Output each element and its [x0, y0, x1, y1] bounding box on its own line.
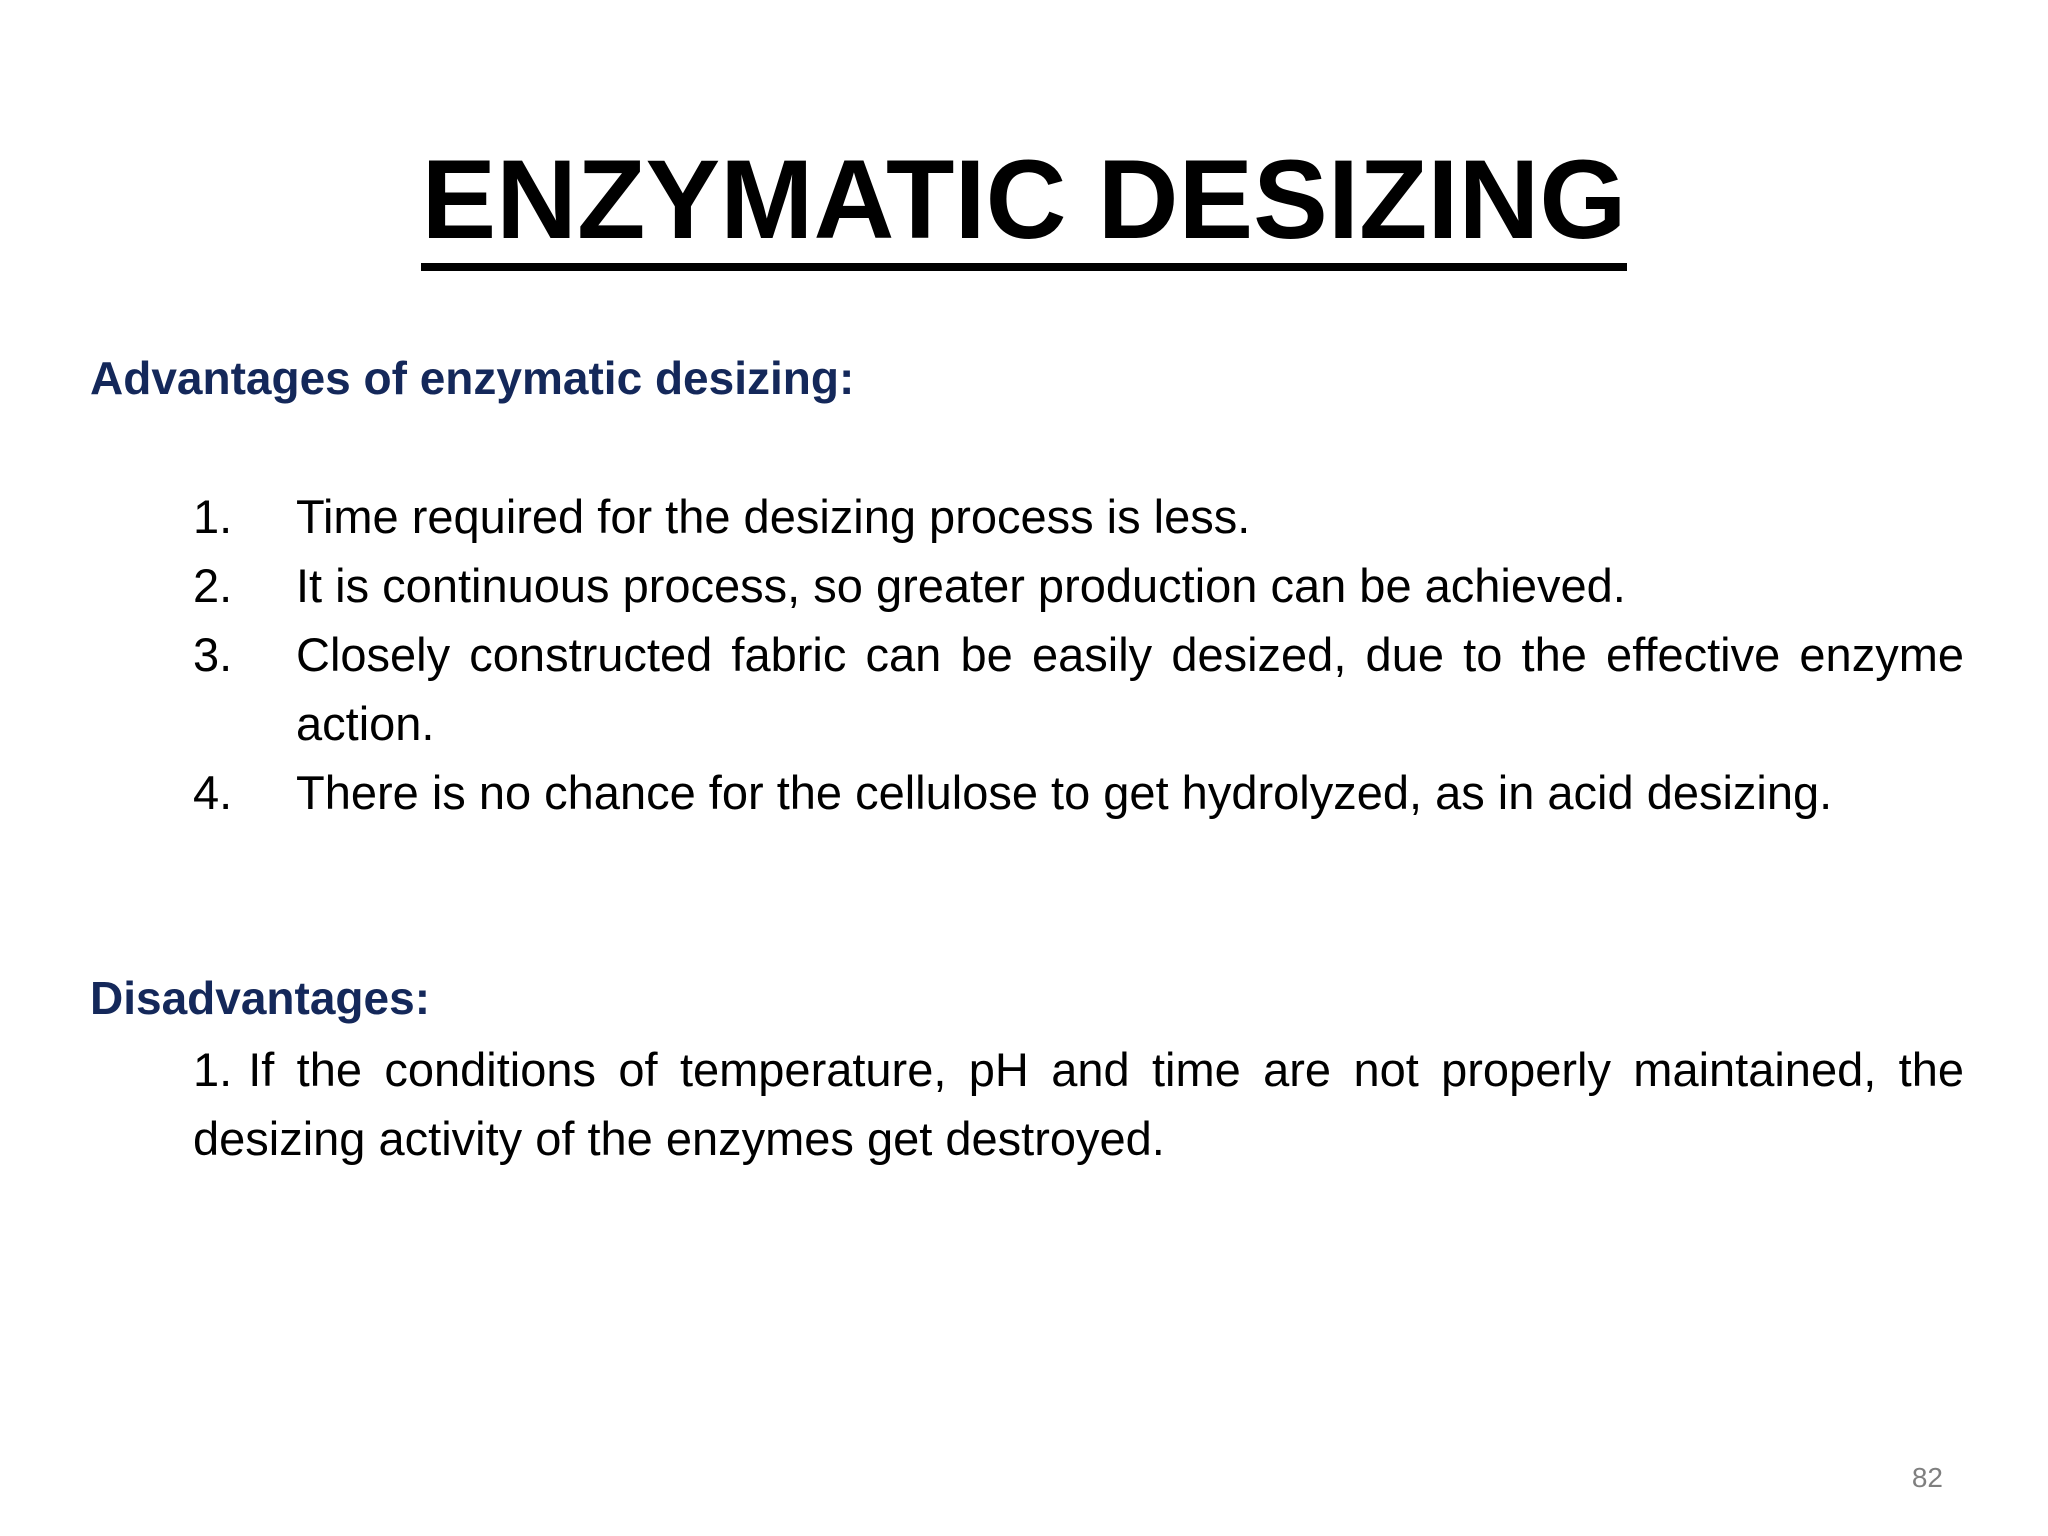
advantages-list [193, 482, 1964, 827]
list-item-text: Time required for the desizing process is less. [296, 490, 1251, 543]
list-item [193, 551, 1964, 620]
list-item-number: 2. [193, 559, 233, 612]
page-number: 82 [1911, 1462, 1943, 1493]
list-item [193, 620, 1964, 758]
disadvantages-heading: Disadvantages: [90, 972, 431, 1024]
slide-title-text: ENZYMATIC DESIZING [421, 141, 1626, 271]
advantages-heading: Advantages of enzymatic desizing: [90, 352, 855, 404]
list-item-number: 1. [193, 490, 233, 543]
list-item [193, 758, 1964, 827]
list-item-text: There is no chance for the cellulose to get hydrolyzed, as in acid desizing. [296, 766, 1833, 819]
list-item-number: 3. [193, 628, 233, 681]
list-item [193, 482, 1964, 551]
disadvantage-text: If the conditions of temperature, pH and time are not properly maintained, the desizing activity of the enzymes get destroyed. [193, 1043, 1964, 1165]
list-item-text: Closely constructed fabric can be easily desized, due to the effective enzyme action. [296, 628, 1964, 750]
list-item-number: 4. [193, 766, 233, 819]
slide-title [0, 130, 2048, 271]
list-item-text: It is continuous process, so greater production can be achieved. [296, 559, 1626, 612]
disadvantage-item [193, 1035, 1964, 1173]
disadvantage-number: 1. [193, 1043, 233, 1096]
